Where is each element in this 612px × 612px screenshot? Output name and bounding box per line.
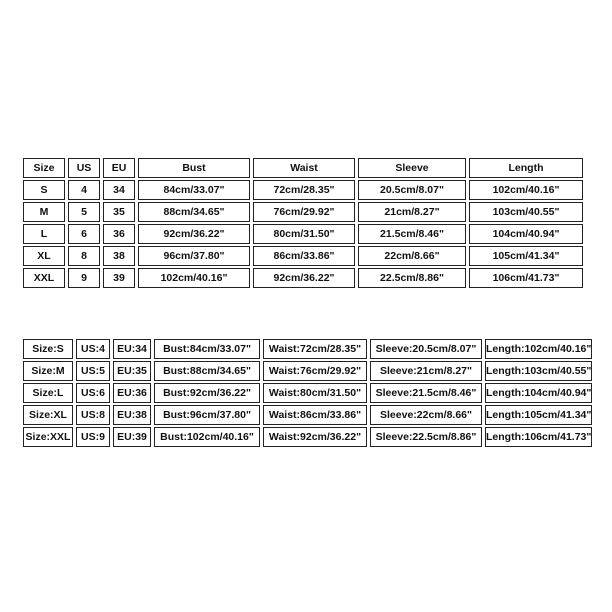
table-cell: Bust:96cm/37.80": [154, 405, 260, 425]
table-row: [23, 268, 583, 288]
table-cell: 4: [68, 180, 100, 200]
table-cell: Length:105cm/41.34": [485, 405, 592, 425]
table-cell: L: [23, 224, 65, 244]
table-row: [23, 427, 592, 447]
table-cell: 20.5cm/8.07": [358, 180, 466, 200]
table-cell: US:4: [76, 339, 110, 359]
table-cell: 104cm/40.94": [469, 224, 583, 244]
table-cell: Sleeve:22.5cm/8.86": [370, 427, 482, 447]
table-row: [23, 361, 592, 381]
table-cell: 72cm/28.35": [253, 180, 355, 200]
table-row: [23, 224, 583, 244]
table-cell: Size:XXL: [23, 427, 73, 447]
table-cell: 92cm/36.22": [138, 224, 250, 244]
table-cell: Length:103cm/40.55": [485, 361, 592, 381]
table-cell: Size:S: [23, 339, 73, 359]
table-cell: EU:38: [113, 405, 151, 425]
table-cell: 6: [68, 224, 100, 244]
table-cell: 8: [68, 246, 100, 266]
table-cell: EU:35: [113, 361, 151, 381]
table-cell: Waist:86cm/33.86": [263, 405, 367, 425]
table-cell: EU:34: [113, 339, 151, 359]
table-row: [23, 339, 592, 359]
table-cell: 5: [68, 202, 100, 222]
table-cell: Bust:88cm/34.65": [154, 361, 260, 381]
table-cell: M: [23, 202, 65, 222]
table-cell: Sleeve:20.5cm/8.07": [370, 339, 482, 359]
table-cell: 35: [103, 202, 135, 222]
table-cell: 86cm/33.86": [253, 246, 355, 266]
table-row: [23, 202, 583, 222]
table-cell: XL: [23, 246, 65, 266]
header-cell: Size: [23, 158, 65, 178]
table-cell: Bust:84cm/33.07": [154, 339, 260, 359]
table-cell: Waist:76cm/29.92": [263, 361, 367, 381]
header-cell: EU: [103, 158, 135, 178]
size-chart-table: [20, 156, 586, 290]
table-cell: Size:XL: [23, 405, 73, 425]
table-cell: 105cm/41.34": [469, 246, 583, 266]
table-cell: Waist:92cm/36.22": [263, 427, 367, 447]
table-cell: 84cm/33.07": [138, 180, 250, 200]
table-cell: 36: [103, 224, 135, 244]
table-cell: Waist:72cm/28.35": [263, 339, 367, 359]
table-cell: 21.5cm/8.46": [358, 224, 466, 244]
table-cell: Length:104cm/40.94": [485, 383, 592, 403]
table-cell: XXL: [23, 268, 65, 288]
table-cell: Size:M: [23, 361, 73, 381]
table-row: [23, 383, 592, 403]
table-cell: Size:L: [23, 383, 73, 403]
table-cell: 38: [103, 246, 135, 266]
table-cell: Bust:92cm/36.22": [154, 383, 260, 403]
table-cell: 21cm/8.27": [358, 202, 466, 222]
table-cell: 103cm/40.55": [469, 202, 583, 222]
table-cell: US:5: [76, 361, 110, 381]
table-cell: 96cm/37.80": [138, 246, 250, 266]
table-cell: EU:36: [113, 383, 151, 403]
table-cell: US:9: [76, 427, 110, 447]
table-header-row: [23, 158, 583, 178]
header-cell: Bust: [138, 158, 250, 178]
table-row: [23, 246, 583, 266]
table-cell: 39: [103, 268, 135, 288]
table-cell: EU:39: [113, 427, 151, 447]
header-cell: Sleeve: [358, 158, 466, 178]
header-cell: Waist: [253, 158, 355, 178]
table-cell: Sleeve:21.5cm/8.46": [370, 383, 482, 403]
table-cell: Sleeve:22cm/8.66": [370, 405, 482, 425]
table-cell: US:8: [76, 405, 110, 425]
header-cell: Length: [469, 158, 583, 178]
table-cell: Sleeve:21cm/8.27": [370, 361, 482, 381]
table-cell: 34: [103, 180, 135, 200]
table-cell: US:6: [76, 383, 110, 403]
table-cell: Waist:80cm/31.50": [263, 383, 367, 403]
table-cell: Length:102cm/40.16": [485, 339, 592, 359]
table-cell: 9: [68, 268, 100, 288]
table-cell: 80cm/31.50": [253, 224, 355, 244]
table-cell: 88cm/34.65": [138, 202, 250, 222]
size-chart-labeled-table: [20, 337, 595, 449]
table-cell: S: [23, 180, 65, 200]
table-cell: 92cm/36.22": [253, 268, 355, 288]
table-cell: 22cm/8.66": [358, 246, 466, 266]
table-row: [23, 180, 583, 200]
table-cell: 22.5cm/8.86": [358, 268, 466, 288]
header-cell: US: [68, 158, 100, 178]
table-cell: 102cm/40.16": [469, 180, 583, 200]
table-cell: 76cm/29.92": [253, 202, 355, 222]
table-cell: Length:106cm/41.73": [485, 427, 592, 447]
table-cell: Bust:102cm/40.16": [154, 427, 260, 447]
table-row: [23, 405, 592, 425]
table-cell: 106cm/41.73": [469, 268, 583, 288]
table-cell: 102cm/40.16": [138, 268, 250, 288]
